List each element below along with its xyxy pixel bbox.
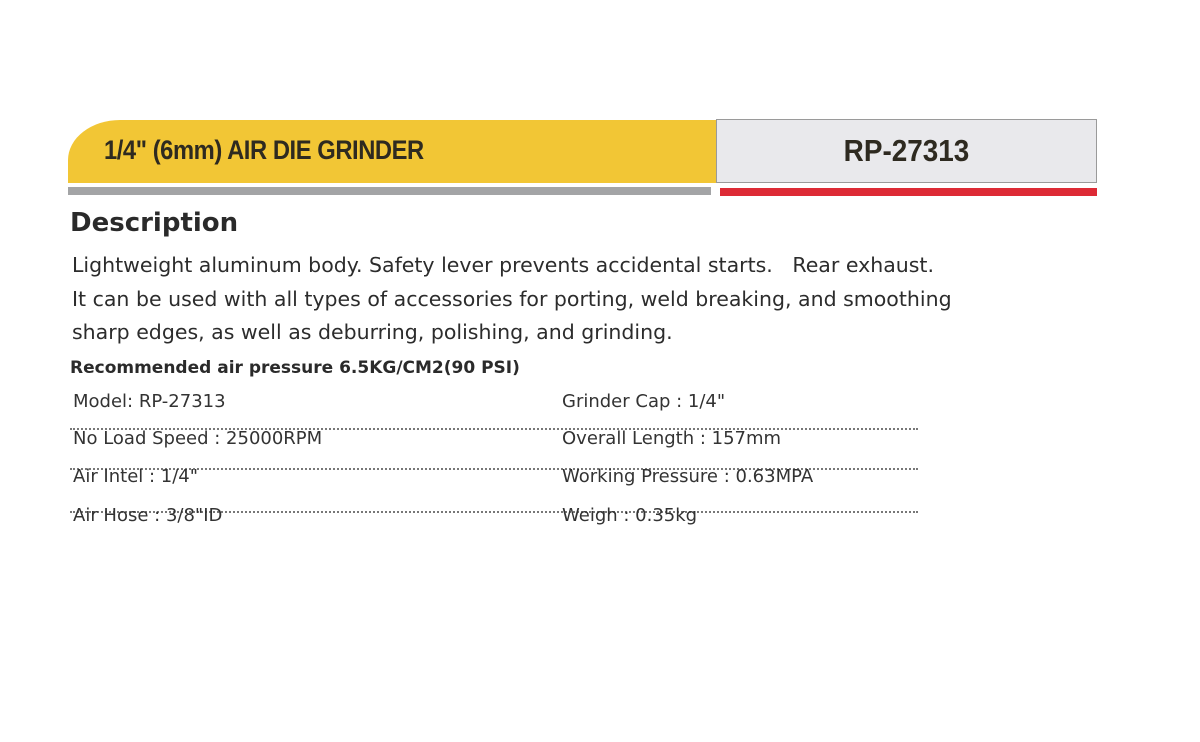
description-line: Lightweight aluminum body. Safety lever prevents accidental starts. Rear exhaust. xyxy=(72,253,934,277)
spec-air-hose: Air Hose : 3/8"ID xyxy=(73,505,223,526)
spec-overall-length: Overall Length : 157mm xyxy=(562,428,782,449)
red-rule xyxy=(720,188,1097,196)
spec-grinder-cap: Grinder Cap : 1/4" xyxy=(562,391,726,412)
description-line: sharp edges, as well as deburring, polishing, and grinding. xyxy=(72,320,673,344)
gray-rule xyxy=(68,187,711,195)
spec-weight: Weigh : 0.35kg xyxy=(562,505,698,526)
recommended-pressure: Recommended air pressure 6.5KG/CM2(90 PSI) xyxy=(70,358,520,378)
model-code: RP-27313 xyxy=(843,133,970,168)
product-title: 1/4" (6mm) AIR DIE GRINDER xyxy=(104,135,424,165)
spec-no-load-speed: No Load Speed : 25000RPM xyxy=(73,428,323,449)
spec-air-intel: Air Intel : 1/4" xyxy=(73,466,199,487)
spec-working-pressure: Working Pressure : 0.63MPA xyxy=(562,466,814,487)
description-line: It can be used with all types of accessories for porting, weld breaking, and smoothing xyxy=(72,287,952,311)
description-heading: Description xyxy=(70,208,239,238)
spec-model: Model: RP-27313 xyxy=(73,391,226,412)
